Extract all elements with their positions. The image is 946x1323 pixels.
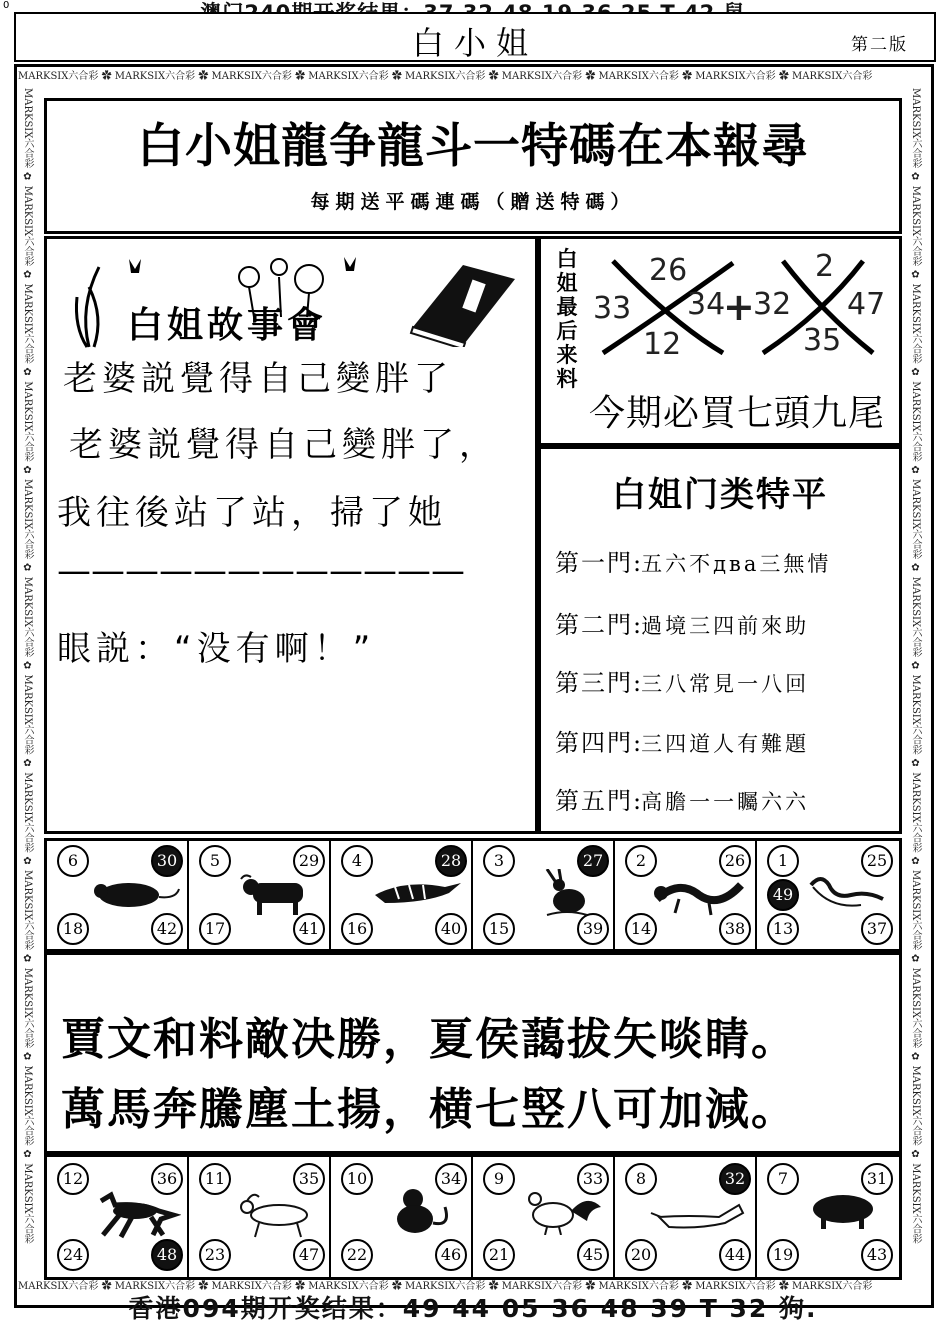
- zodiac-cell-monkey: [331, 1157, 473, 1277]
- zodiac-cell-rooster: [473, 1157, 615, 1277]
- zodiac-number: 14: [625, 913, 657, 945]
- zodiac-number: 28: [435, 845, 467, 877]
- dragon-icon: [649, 869, 749, 917]
- zodiac-number: 3: [483, 845, 515, 877]
- zodiac-cell-rabbit: [473, 841, 615, 949]
- zodiac-cell-dragon: [615, 841, 757, 949]
- right-number-bottom: 35: [803, 323, 842, 358]
- zodiac-cell-dog: [615, 1157, 757, 1277]
- right-number-left: 32: [753, 287, 792, 322]
- category-item: 第一門:五六不два三無情: [555, 549, 832, 577]
- zodiac-number: 19: [767, 1239, 799, 1271]
- zodiac-number: 38: [719, 913, 751, 945]
- last-material-box: [538, 236, 902, 446]
- zodiac-number: 47: [293, 1239, 325, 1271]
- zodiac-number: 49: [767, 879, 799, 911]
- zodiac-number: 37: [861, 913, 893, 945]
- zodiac-number: 30: [151, 845, 183, 877]
- zodiac-cell-ox: [189, 841, 331, 949]
- zodiac-number: 18: [57, 913, 89, 945]
- masthead: [14, 12, 936, 62]
- zodiac-number: 17: [199, 913, 231, 945]
- zodiac-number: 21: [483, 1239, 515, 1271]
- zodiac-number: 1: [767, 845, 799, 877]
- zodiac-number: 26: [719, 845, 751, 877]
- monkey-icon: [365, 1187, 465, 1235]
- last-material-title: 白姐最后来料: [556, 247, 578, 391]
- zodiac-number: 42: [151, 913, 183, 945]
- category-item: 第五門:高膽一一矚六六: [555, 787, 810, 815]
- zodiac-number: 29: [293, 845, 325, 877]
- horse-icon: [81, 1191, 181, 1239]
- zodiac-cell-pig: [757, 1157, 899, 1277]
- zodiac-number: 32: [719, 1163, 751, 1195]
- zodiac-number: 41: [293, 913, 325, 945]
- zodiac-cell-horse: [47, 1157, 189, 1277]
- right-number-top: 2: [815, 249, 835, 284]
- plus-sign: +: [723, 285, 755, 329]
- zodiac-number: 10: [341, 1163, 373, 1195]
- zodiac-number: 39: [577, 913, 609, 945]
- story-line-2: 老婆説覺得自己變胖了，: [69, 425, 498, 465]
- category-title: 白姐门类特平: [612, 475, 828, 515]
- zodiac-number: 5: [199, 845, 231, 877]
- story-line-5: 眼説：“没有啊！”: [57, 629, 376, 669]
- category-item: 第二門:過境三四前來助: [555, 611, 810, 639]
- poem-line-2: 萬馬奔騰塵土揚，横七竪八可加減。: [61, 1084, 797, 1135]
- bottom-lottery-result: 香港094期开奖结果：49 44 05 36 48 39 T 32 狗.: [128, 1294, 818, 1323]
- zodiac-number: 35: [293, 1163, 325, 1195]
- zodiac-number: 48: [151, 1239, 183, 1271]
- zodiac-number: 23: [199, 1239, 231, 1271]
- zodiac-number: 12: [57, 1163, 89, 1195]
- story-line-3: 我往後站了站，掃了她: [57, 493, 447, 533]
- zodiac-number: 27: [577, 845, 609, 877]
- zodiac-cell-goat: [189, 1157, 331, 1277]
- category-item: 第四門:三四道人有難題: [555, 729, 810, 757]
- zodiac-cell-snake: [757, 841, 899, 949]
- dog-icon: [649, 1187, 749, 1235]
- story-title: 白姐故事會: [127, 305, 328, 346]
- zodiac-row-1: [44, 838, 902, 952]
- zodiac-number: 45: [577, 1239, 609, 1271]
- zodiac-number: 11: [199, 1163, 231, 1195]
- headline-title: 白小姐龍争龍斗一特碼在本報尋: [137, 119, 809, 174]
- zodiac-number: 20: [625, 1239, 657, 1271]
- snake-icon: [791, 869, 891, 917]
- zodiac-number: 7: [767, 1163, 799, 1195]
- zodiac-number: 43: [861, 1239, 893, 1271]
- tiger-icon: [365, 869, 465, 917]
- poem-line-1: 賈文和料敵决勝，夏侯藹拔矢啖睛。: [61, 1014, 797, 1065]
- left-number-bottom: 12: [643, 327, 682, 362]
- goat-icon: [223, 1191, 323, 1239]
- left-number-top: 26: [649, 253, 688, 288]
- headline-box: [44, 98, 902, 234]
- category-item: 第三門:三八常見一八回: [555, 669, 810, 697]
- zodiac-number: 9: [483, 1163, 515, 1195]
- zodiac-number: 15: [483, 913, 515, 945]
- poem-box: [44, 952, 902, 1154]
- zodiac-number: 13: [767, 913, 799, 945]
- zodiac-number: 16: [341, 913, 373, 945]
- story-line-1: 老婆説覺得自己變胖了: [63, 359, 453, 399]
- edition-label: 第二版: [851, 35, 908, 55]
- rooster-icon: [507, 1187, 607, 1235]
- must-buy-text: 今期必買七頭九尾: [589, 393, 886, 434]
- rabbit-icon: [507, 869, 607, 917]
- rat-icon: [81, 869, 181, 917]
- story-divider: ————————————: [57, 551, 465, 591]
- zodiac-number: 34: [435, 1163, 467, 1195]
- book-icon: [403, 257, 523, 347]
- zodiac-number: 40: [435, 913, 467, 945]
- zodiac-number: 33: [577, 1163, 609, 1195]
- headline-subtitle: 每期送平碼連碼（贈送特碼）: [310, 191, 636, 213]
- newspaper-title: 白小姐: [411, 24, 538, 62]
- zodiac-number: 6: [57, 845, 89, 877]
- corner-mark: 0: [3, 0, 10, 11]
- zodiac-row-2: [44, 1154, 902, 1280]
- left-number-left: 33: [593, 291, 632, 326]
- zodiac-number: 36: [151, 1163, 183, 1195]
- zodiac-number: 4: [341, 845, 373, 877]
- ox-icon: [223, 869, 323, 917]
- zodiac-number: 46: [435, 1239, 467, 1271]
- pig-icon: [791, 1187, 891, 1235]
- left-number-right: 34: [687, 287, 726, 322]
- zodiac-number: 2: [625, 845, 657, 877]
- border-strip-bottom: MARKSIX六合彩 ✿ MARKSIX六合彩 ✿ MARKSIX六合彩 ✿ MARKSIX六合彩 ✿ MARKSIX六合彩 ✿ MARKSIX六合彩 ✿ MARKSIX六合彩 ✿ MARKSIX六合彩 ✿ MARKSIX六合彩: [18, 1281, 873, 1292]
- zodiac-cell-tiger: [331, 841, 473, 949]
- zodiac-number: 8: [625, 1163, 657, 1195]
- border-strip-left: MARKSIX六合彩 ✿ MARKSIX六合彩 ✿ MARKSIX六合彩 ✿ MARKSIX六合彩 ✿ MARKSIX六合彩 ✿ MARKSIX六合彩 ✿ MARKSIX六合彩 ✿ MARKSIX六合彩 ✿ MARKSIX六合彩 ✿ MARKSIX六合彩 ✿ MARKSIX六合彩 ✿ MARKSIX六合彩: [22, 88, 33, 1244]
- border-strip-right: MARKSIX六合彩 ✿ MARKSIX六合彩 ✿ MARKSIX六合彩 ✿ MARKSIX六合彩 ✿ MARKSIX六合彩 ✿ MARKSIX六合彩 ✿ MARKSIX六合彩 ✿ MARKSIX六合彩 ✿ MARKSIX六合彩 ✿ MARKSIX六合彩 ✿ MARKSIX六合彩 ✿ MARKSIX六合彩: [910, 88, 921, 1244]
- zodiac-number: 24: [57, 1239, 89, 1271]
- story-box: [44, 236, 538, 834]
- zodiac-cell-rat: [47, 841, 189, 949]
- zodiac-number: 31: [861, 1163, 893, 1195]
- category-box: [538, 446, 902, 834]
- zodiac-number: 44: [719, 1239, 751, 1271]
- right-number-right: 47: [847, 287, 886, 322]
- zodiac-number: 22: [341, 1239, 373, 1271]
- zodiac-number: 25: [861, 845, 893, 877]
- border-strip-top: MARKSIX六合彩 ✿ MARKSIX六合彩 ✿ MARKSIX六合彩 ✿ MARKSIX六合彩 ✿ MARKSIX六合彩 ✿ MARKSIX六合彩 ✿ MARKSIX六合彩 ✿ MARKSIX六合彩 ✿ MARKSIX六合彩: [18, 71, 873, 82]
